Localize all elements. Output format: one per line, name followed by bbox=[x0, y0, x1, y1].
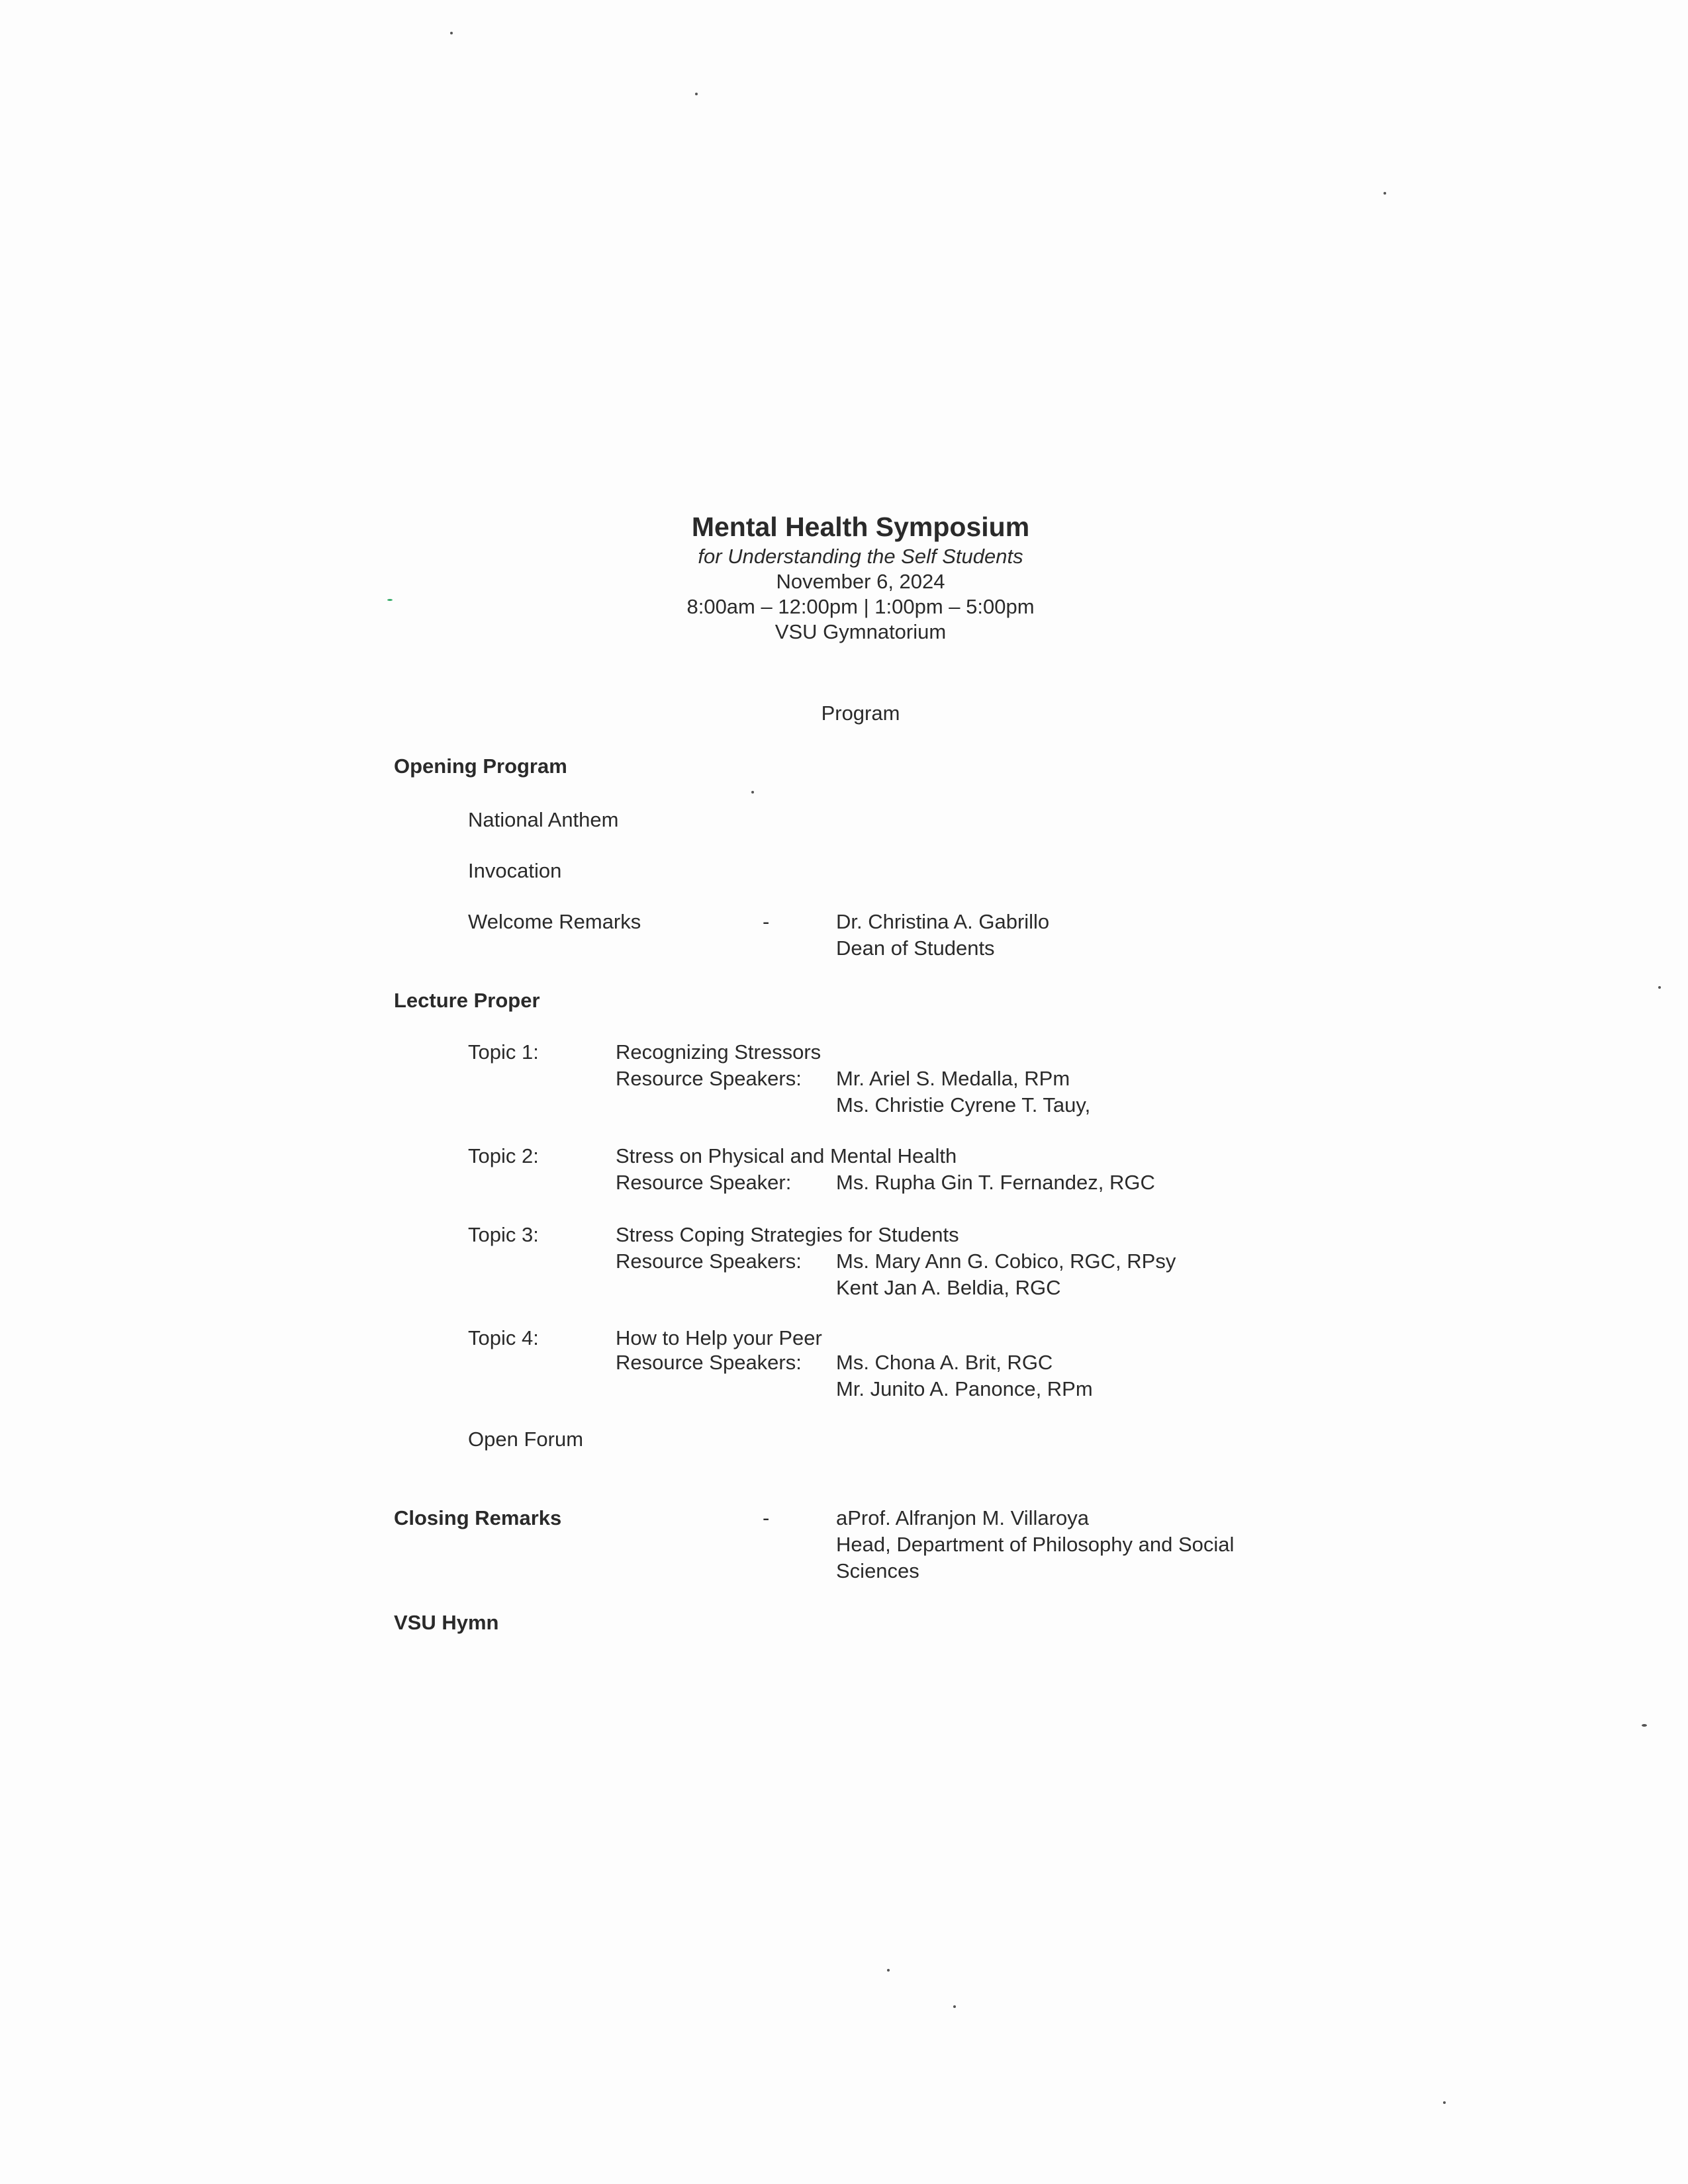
scan-speck bbox=[450, 32, 453, 34]
item-open-forum: Open Forum bbox=[468, 1428, 584, 1451]
scan-speck bbox=[1658, 986, 1661, 989]
scan-speck bbox=[953, 2005, 956, 2008]
speaker-label: Resource Speakers: bbox=[616, 1067, 802, 1090]
closing-dash: - bbox=[763, 1506, 770, 1529]
speaker-name: Mr. Junito A. Panonce, RPm bbox=[836, 1377, 1093, 1400]
speaker-name: Ms. Chona A. Brit, RGC bbox=[836, 1351, 1053, 1374]
scan-speck bbox=[695, 93, 698, 95]
closing-speaker-title-cont: Sciences bbox=[836, 1559, 919, 1582]
topic-title: Stress Coping Strategies for Students bbox=[616, 1223, 959, 1246]
topic-label: Topic 1: bbox=[468, 1040, 539, 1064]
scan-speck bbox=[1642, 1724, 1647, 1727]
section-heading-hymn: VSU Hymn bbox=[394, 1611, 499, 1634]
scan-speck bbox=[751, 791, 754, 794]
welcome-speaker-name: Dr. Christina A. Gabrillo bbox=[836, 910, 1050, 933]
speaker-name: Ms. Rupha Gin T. Fernandez, RGC bbox=[836, 1171, 1155, 1194]
speaker-name: Kent Jan A. Beldia, RGC bbox=[836, 1276, 1061, 1299]
topic-label: Topic 2: bbox=[468, 1144, 539, 1167]
speaker-label: Resource Speakers: bbox=[616, 1351, 802, 1374]
scan-speck bbox=[887, 1969, 890, 1972]
speaker-label: Resource Speakers: bbox=[616, 1250, 802, 1273]
document-header bbox=[596, 510, 1125, 645]
topic-title: Stress on Physical and Mental Health bbox=[616, 1144, 957, 1167]
speaker-name: Mr. Ariel S. Medalla, RPm bbox=[836, 1067, 1070, 1090]
welcome-speaker-title: Dean of Students bbox=[836, 936, 995, 960]
speaker-name: Ms. Mary Ann G. Cobico, RGC, RPsy bbox=[836, 1250, 1176, 1273]
speaker-name: Ms. Christie Cyrene T. Tauy, bbox=[836, 1093, 1091, 1116]
event-time: 8:00am – 12:00pm | 1:00pm – 5:00pm bbox=[686, 595, 1035, 618]
program-label: Program bbox=[821, 702, 900, 725]
topic-label: Topic 3: bbox=[468, 1223, 539, 1246]
scan-speck bbox=[1383, 192, 1386, 195]
topic-title: How to Help your Peer bbox=[616, 1326, 822, 1349]
section-heading-closing: Closing Remarks bbox=[394, 1506, 562, 1529]
item-national-anthem: National Anthem bbox=[468, 808, 619, 831]
scan-speck bbox=[1443, 2101, 1446, 2104]
event-date: November 6, 2024 bbox=[776, 570, 945, 593]
page-subtitle: for Understanding the Self Students bbox=[698, 545, 1023, 568]
event-venue: VSU Gymnatorium bbox=[774, 620, 947, 643]
item-welcome-remarks: Welcome Remarks bbox=[468, 910, 641, 933]
topic-label: Topic 4: bbox=[468, 1326, 539, 1349]
section-heading-opening: Opening Program bbox=[394, 754, 567, 778]
speaker-label: Resource Speaker: bbox=[616, 1171, 792, 1194]
closing-speaker-name: aProf. Alfranjon M. Villaroya bbox=[836, 1506, 1089, 1529]
section-heading-lecture: Lecture Proper bbox=[394, 989, 540, 1012]
page-title: Mental Health Symposium bbox=[691, 512, 1030, 542]
item-invocation: Invocation bbox=[468, 859, 562, 882]
welcome-dash: - bbox=[763, 910, 770, 933]
scan-speck bbox=[387, 599, 393, 601]
topic-title: Recognizing Stressors bbox=[616, 1040, 821, 1064]
closing-speaker-title: Head, Department of Philosophy and Social bbox=[836, 1533, 1235, 1556]
